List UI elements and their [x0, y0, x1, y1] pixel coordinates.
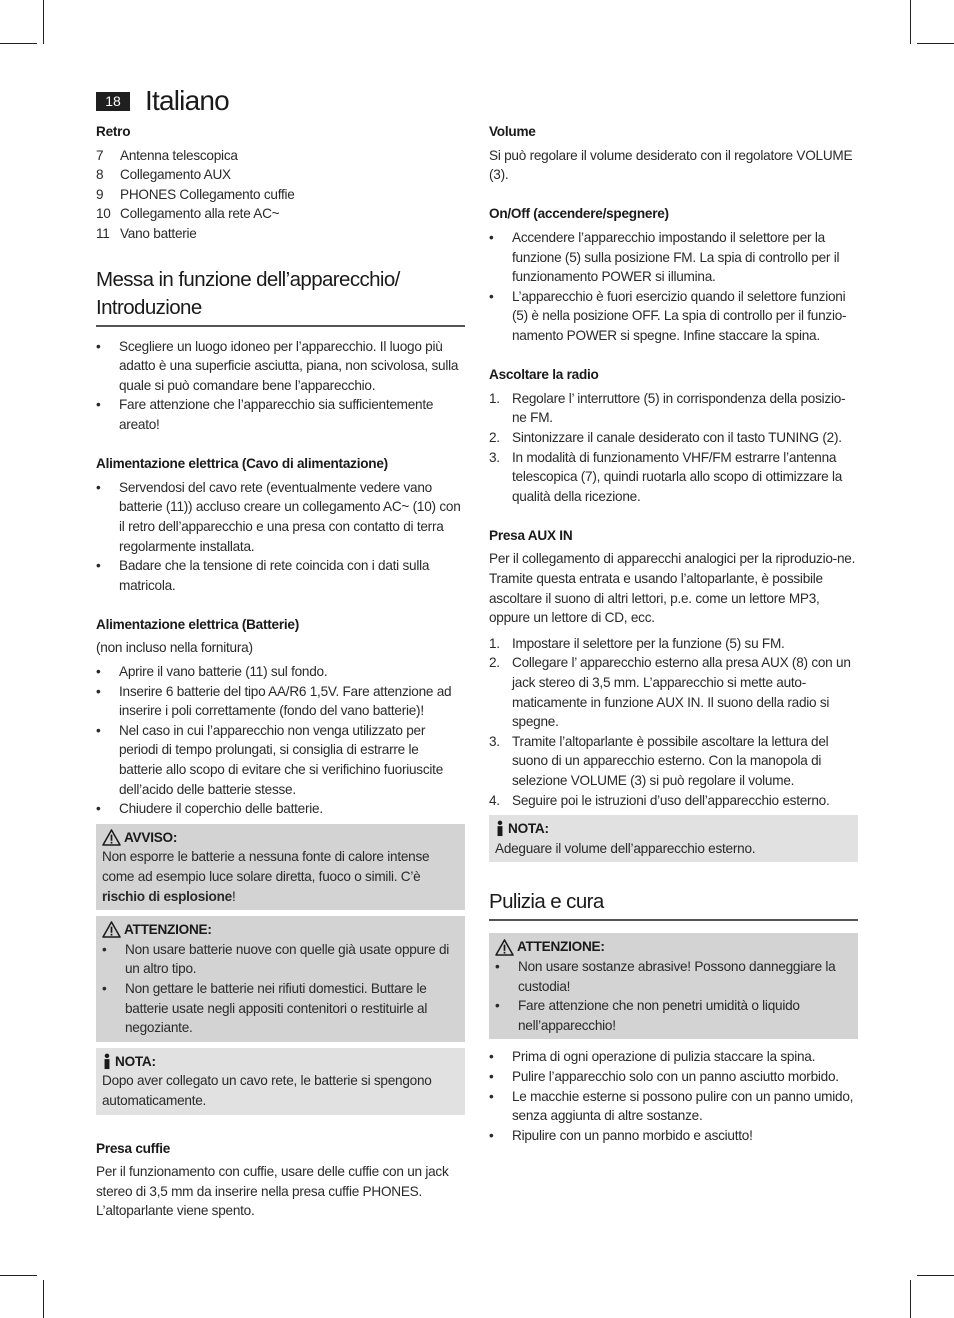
list-item: • Non usare sostanze abrasive! Possono danneggiare la custodia! [495, 958, 836, 994]
retro-list [96, 146, 465, 244]
crop-mark [910, 1280, 911, 1318]
list-item: • Chiudere il coperchio delle batterie. [96, 801, 323, 817]
onoff-list [489, 228, 858, 346]
headphones-heading: Presa cuffie [96, 1140, 171, 1156]
list-item: 10 Collegamento alla rete AC~ [96, 206, 280, 222]
note-text: Adeguare il volume dell’apparecchio esterno. [495, 840, 756, 856]
cable-heading: Alimentazione elettrica (Cavo di alimentazione) [96, 456, 388, 472]
list-item: • Le macchie esterne si possono pulire con un panno umido, senza aggiunta di altre sostanze. [489, 1088, 854, 1124]
list-item: 3. Tramite l’altoparlante è possibile ascoltare la lettura del suono di un apparecchio esterno. Con la manopola di selezione VOLUME (3) si può regolare il volume. [489, 733, 829, 788]
crop-mark [0, 1275, 37, 1276]
warning-triangle-icon [102, 921, 121, 938]
list-item: 11 Vano batterie [96, 225, 197, 241]
crop-mark [910, 0, 911, 44]
care-caution-list [495, 957, 852, 1035]
list-item: 9 PHONES Collegamento cuffie [96, 186, 295, 202]
list-item: 1. Regolare l’ interruttore (5) in corrispondenza della posizio-ne FM. [489, 390, 846, 426]
list-item: • Aprire il vano batterie (11) sul fondo. [96, 664, 328, 680]
left-column [96, 122, 465, 1221]
list-item: • Ripulire con un panno morbido e asciutto! [489, 1127, 753, 1143]
list-item: 7 Antenna telescopica [96, 147, 238, 163]
crop-mark [917, 1275, 954, 1276]
warning-text: Non esporre le batterie a nessuna fonte di calore intense come ad esempio luce solare diretta, fuoco o simili. C’è rischio di esplosione! [102, 849, 430, 904]
section-heading-care: Pulizia e cura [489, 888, 858, 921]
aux-heading: Presa AUX IN [489, 527, 573, 543]
care-list [489, 1047, 858, 1145]
note-title: NOTA: [495, 819, 852, 839]
crop-mark [43, 0, 44, 44]
list-item: 2. Collegare l’ apparecchio esterno alla presa AUX (8) con un jack stereo di 3,5 mm. L’apparecchio si mette auto-maticamente in funzione AUX IN. Il suono della radio si spegne. [489, 655, 851, 730]
setup-list [96, 337, 465, 435]
caution-title: ATTENZIONE: [495, 937, 852, 957]
note-box [489, 815, 858, 862]
caution-box [489, 933, 858, 1039]
list-item: 8 Collegamento AUX [96, 167, 231, 183]
info-icon [102, 1053, 112, 1070]
retro-heading: Retro [96, 124, 131, 139]
warning-triangle-icon [495, 939, 514, 956]
right-column [489, 122, 858, 1145]
info-icon [495, 820, 505, 837]
list-item: • Pulire l’apparecchio solo con un panno asciutto morbido. [489, 1068, 839, 1084]
list-item: • Non gettare le batterie nei rifiuti domestici. Buttare le batterie usate negli appositi contenitori o restituirle al negoziante. [102, 980, 428, 1036]
caution-box [96, 916, 465, 1042]
list-item: • Fare attenzione che l’apparecchio sia sufficientemente areato! [96, 397, 434, 432]
list-item: • Accendere l’apparecchio impostando il selettore per la funzione (5) sulla posizione FM. La spia di controllo per il funzionamento POWER si illumina. [489, 229, 840, 285]
onoff-heading: On/Off (accendere/spegnere) [489, 206, 669, 222]
headphones-text: Per il funzionamento con cuffie, usare delle cuffie con un jack stereo di 3,5 mm da inserire nella presa cuffie PHONES. L’altoparlante viene spento. [96, 1164, 449, 1219]
page-title: Italiano [145, 85, 229, 116]
list-item: • Badare che la tensione di rete coincida con i dati sulla matricola. [96, 558, 430, 593]
warning-box [96, 824, 465, 910]
caution-list [102, 940, 459, 1038]
page-number: 18 [96, 92, 130, 111]
volume-text: Si può regolare il volume desiderato con il regolatore VOLUME (3). [489, 147, 853, 183]
list-item: • Fare attenzione che non penetri umidità o liquido nell’apparecchio! [495, 998, 800, 1033]
list-item: 2. Sintonizzare il canale desiderato con il tasto TUNING (2). [489, 429, 842, 445]
crop-mark [43, 1280, 44, 1318]
battery-list [96, 662, 465, 819]
list-item: • L’apparecchio è fuori esercizio quando il selettore funzioni (5) è nella posizione OFF. La spia di controllo per il funzio-namento POWER si spegne. Infine staccare la spina. [489, 288, 847, 343]
caution-title: ATTENZIONE: [102, 920, 459, 940]
section-heading-setup: Messa in funzione dell’apparecchio/ Introduzione [96, 266, 465, 327]
battery-note: (non incluso nella fornitura) [96, 640, 253, 656]
crop-mark [917, 43, 954, 44]
list-item: • Inserire 6 batterie del tipo AA/R6 1,5V. Fare attenzione ad inserire i poli correttamente (fondo del vano batterie)! [96, 683, 452, 719]
note-text: Dopo aver collegato un cavo rete, le batterie si spengono automaticamente. [102, 1073, 432, 1108]
warning-triangle-icon [102, 829, 121, 846]
battery-heading: Alimentazione elettrica (Batterie) [96, 616, 300, 632]
list-item: 1. Impostare il selettore per la funzione (5) su FM. [489, 635, 785, 651]
warning-title: AVVISO: [102, 828, 459, 848]
aux-steps [489, 634, 858, 810]
list-item: • Scegliere un luogo idoneo per l’apparecchio. Il luogo più adatto è una superficie asciutta, piana, non scivolosa, sulla quale si può comandare bene l’apparecchio. [96, 338, 459, 393]
note-box [96, 1048, 465, 1115]
list-item: 4. Seguire poi le istruzioni d’uso dell’apparecchio esterno. [489, 792, 830, 808]
radio-heading: Ascoltare la radio [489, 367, 599, 383]
list-item: 3. In modalità di funzionamento VHF/FM estrarre l’antenna telescopica (7), quindi ruotarla allo scopo di ottimizzare la qualità della ricezione. [489, 449, 843, 504]
list-item: • Servendosi del cavo rete (eventualmente vedere vano batterie (11)) accluso creare un collegamento AC~ (10) con il retro dell’apparecchio e una presa con contatto di terra regolarmente installata. [96, 479, 461, 554]
list-item: • Non usare batterie nuove con quelle già usate oppure di un altro tipo. [102, 941, 450, 977]
crop-mark [0, 43, 37, 44]
aux-text: Per il collegamento di apparecchi analogici per la riproduzio-ne. Tramite questa entrata e usando l’altoparlante, è possibile ascoltare il suono di altri lettori, p.e. come un lettore MP3, oppure un lettore di CD, ecc. [489, 551, 856, 626]
radio-steps [489, 389, 858, 507]
list-item: • Prima di ogni operazione di pulizia staccare la spina. [489, 1049, 816, 1065]
volume-heading: Volume [489, 124, 536, 139]
list-item: • Nel caso in cui l’apparecchio non venga utilizzato per periodi di tempo prolungati, si consiglia di estrarre le batterie allo scopo di evitare che si verifichino fuoriuscite dell’acido delle batterie stesse. [96, 722, 444, 797]
note-title: NOTA: [102, 1052, 459, 1072]
cable-list [96, 478, 465, 596]
